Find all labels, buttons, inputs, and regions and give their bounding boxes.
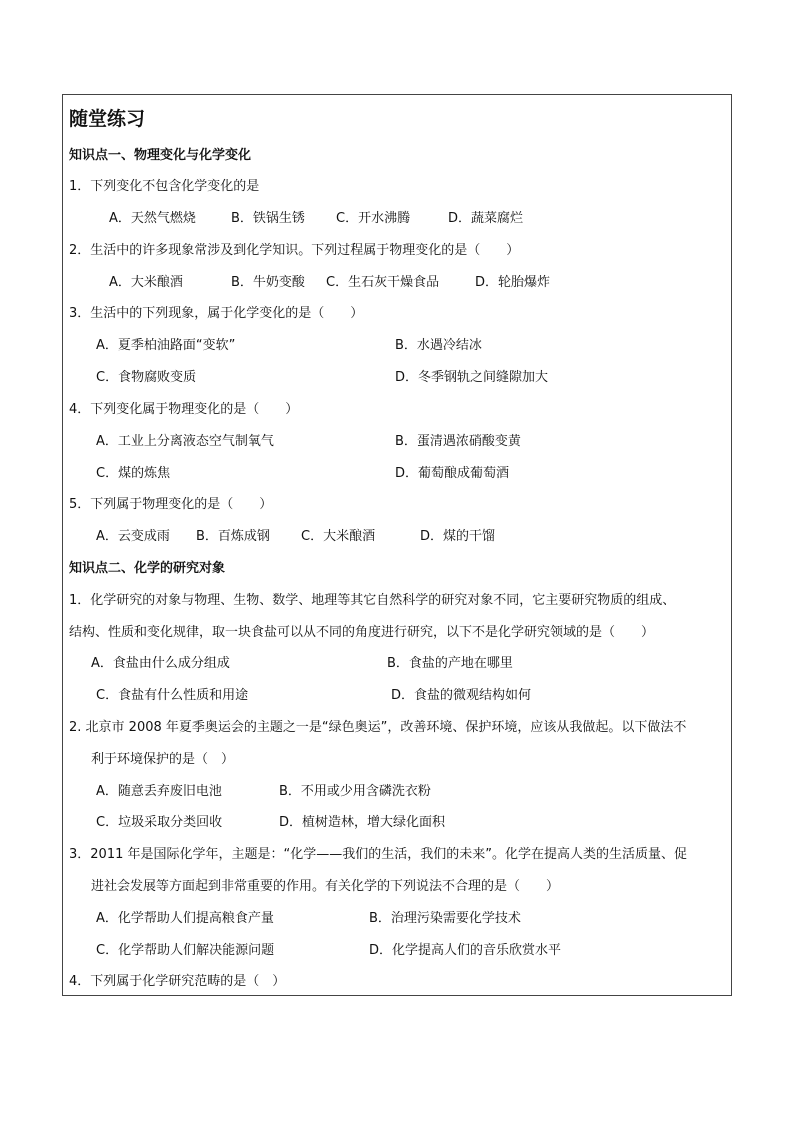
option-b: B．食盐的产地在哪里 (387, 656, 513, 671)
option-d: D．食盐的微观结构如何 (391, 688, 532, 703)
question-stem: 3．2011 年是国际化学年，主题是：“化学——我们的生活，我们的未来”。化学在提高人类的生活质量、促 (69, 847, 687, 862)
option-b: B．蛋清遇浓硝酸变黄 (395, 434, 521, 449)
option-c: C．煤的炼焦 (96, 466, 171, 481)
option-c: C．大米酿酒 (301, 529, 376, 544)
option-a: A．食盐由什么成分组成 (91, 656, 230, 671)
option-b: B．百炼成钢 (196, 529, 270, 544)
page-title: 随堂练习 (69, 108, 146, 130)
option-c: C．垃圾采取分类回收 (96, 815, 223, 830)
option-c: C．生石灰干燥食品 (326, 275, 440, 290)
option-d: D．蔬菜腐烂 (448, 211, 524, 226)
question-stem-continued: 利于环境保护的是（ ） (91, 752, 235, 767)
section-heading-1: 知识点一、物理变化与化学变化 (69, 148, 252, 163)
option-c: C．化学帮助人们解决能源问题 (96, 943, 275, 958)
question-stem: 4．下列变化属于物理变化的是（ ） (69, 402, 299, 417)
option-b: B．牛奶变酸 (231, 275, 305, 290)
option-d: D．轮胎爆炸 (475, 275, 551, 290)
option-a: A．大米酿酒 (109, 275, 183, 290)
question-stem-continued: 结构、性质和变化规律，取一块食盐可以从不同的角度进行研究，以下不是化学研究领域的是（ ） (69, 625, 655, 640)
option-d: D．葡萄酿成葡萄酒 (395, 466, 510, 481)
question-stem: 2. 北京市 2008 年夏季奥运会的主题之一是“绿色奥运”，改善环境、保护环境，应该从我做起。以下做法不 (69, 720, 687, 735)
question-stem-continued: 进社会发展等方面起到非常重要的作用。有关化学的下列说法不合理的是（ ） (91, 879, 560, 894)
question-stem: 4．下列属于化学研究范畴的是（ ） (69, 974, 286, 989)
option-a: A．工业上分离液态空气制氧气 (96, 434, 274, 449)
question-stem: 5．下列属于物理变化的是（ ） (69, 497, 273, 512)
option-c: C．食盐有什么性质和用途 (96, 688, 249, 703)
option-b: B．铁锅生锈 (231, 211, 305, 226)
option-a: A．化学帮助人们提高粮食产量 (96, 911, 274, 926)
question-stem: 3．生活中的下列现象，属于化学变化的是（ ） (69, 306, 364, 321)
option-b: B．治理污染需要化学技术 (369, 911, 521, 926)
question-stem: 1．化学研究的对象与物理、生物、数学、地理等其它自然科学的研究对象不同，它主要研究物质的组成、 (69, 593, 676, 608)
question-stem: 2．生活中的许多现象常涉及到化学知识。下列过程属于物理变化的是（ ） (69, 243, 520, 258)
option-b: B．水遇冷结冰 (395, 338, 482, 353)
option-d: D．化学提高人们的音乐欣赏水平 (369, 943, 562, 958)
option-a: A．云变成雨 (96, 529, 170, 544)
section-heading-2: 知识点二、化学的研究对象 (69, 561, 226, 576)
option-c: C．食物腐败变质 (96, 370, 197, 385)
option-d: D．煤的干馏 (420, 529, 496, 544)
option-a: A．天然气燃烧 (109, 211, 196, 226)
option-d: D．冬季钢轨之间缝隙加大 (395, 370, 549, 385)
option-c: C．开水沸腾 (336, 211, 411, 226)
exercise-box (62, 94, 732, 996)
option-a: A．随意丢弃废旧电池 (96, 784, 222, 799)
option-d: D．植树造林，增大绿化面积 (279, 815, 446, 830)
option-a: A．夏季柏油路面“变软” (96, 338, 236, 353)
question-stem: 1．下列变化不包含化学变化的是 (69, 179, 260, 194)
option-b: B．不用或少用含磷洗衣粉 (279, 784, 431, 799)
